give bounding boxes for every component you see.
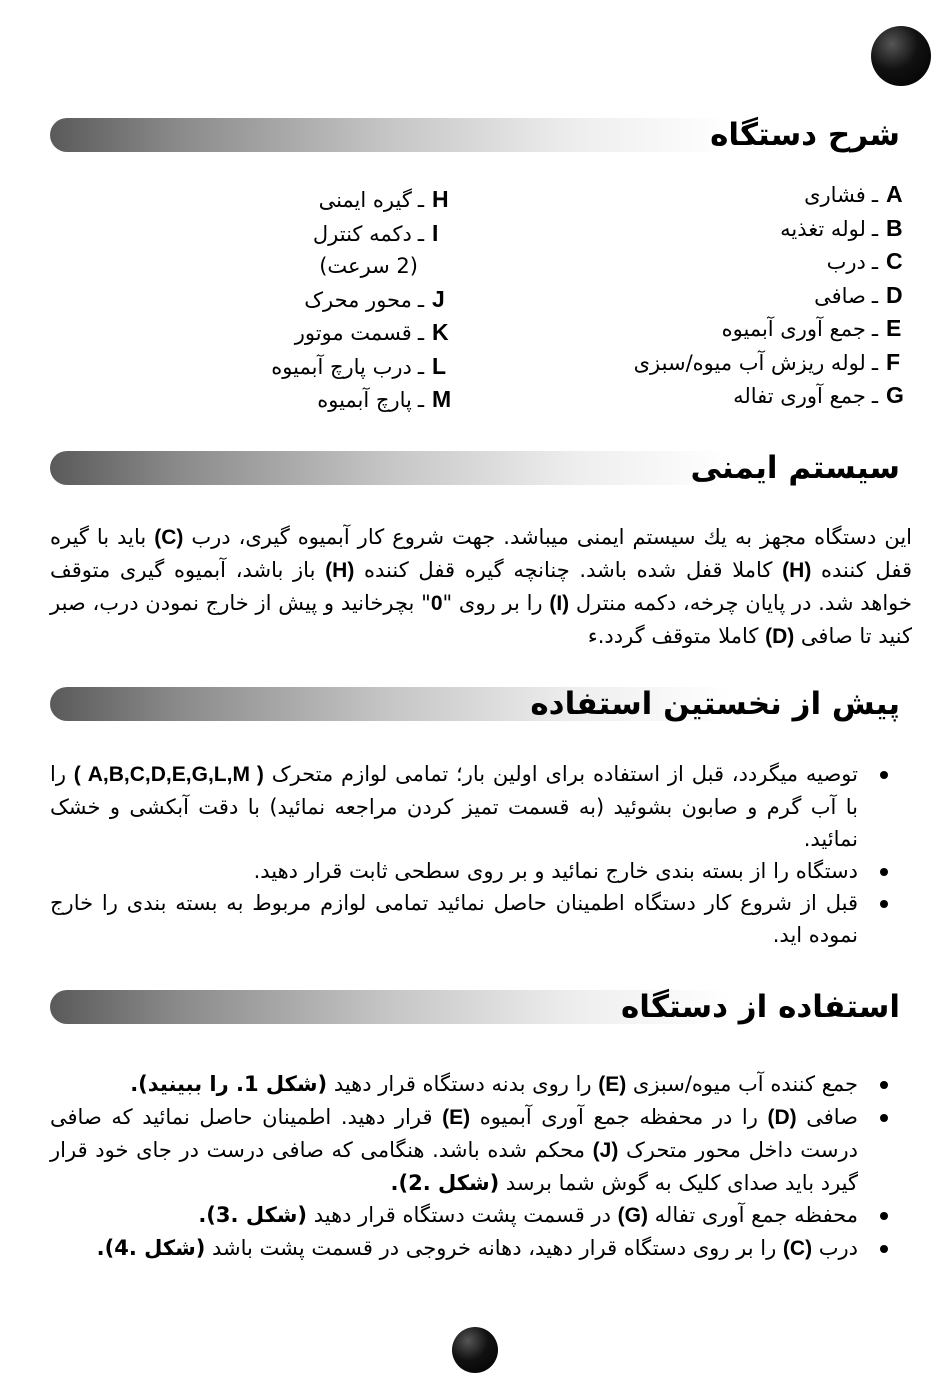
part-letter: K xyxy=(432,319,449,345)
part-label: جمع آوری آبمیوه xyxy=(721,317,866,341)
part-item-a: A ـ فشاری xyxy=(634,178,912,212)
part-letter: I xyxy=(432,219,439,246)
bullet-icon xyxy=(880,1212,888,1220)
part-letter: C xyxy=(886,248,903,274)
part-label: لوله تغذیه xyxy=(780,216,866,241)
list-item: محفظه جمع آوری تفاله (G) در قسمت پشت دستگاه قرار دهید (شکل .3). xyxy=(50,1199,892,1232)
ref-h: (H) xyxy=(782,559,812,582)
part-letter: G xyxy=(886,382,904,408)
part-letter: M xyxy=(432,386,452,412)
ref-zero: 0 xyxy=(430,592,443,615)
part-letter: A xyxy=(886,181,903,207)
part-label: گیره ایمنی xyxy=(318,188,412,212)
part-item-l: L ـ درب پارچ آبمیوه xyxy=(271,350,458,384)
bullet-icon xyxy=(880,900,888,908)
section-title-description: شرح دستگاه xyxy=(710,117,900,153)
bullet-icon xyxy=(880,1081,888,1089)
part-item-f: F ـ لوله ریزش آب میوه/سبزی xyxy=(634,346,912,380)
ref-d: (D) xyxy=(765,625,795,648)
list-item: صافی (D) را در محفظه جمع آوری آبمیوه (E) قرار دهید. اطمینان حاصل نمائید که صافی درست داخل محور متحرک (J) محکم شده باشد. هنگامی که صافی درست در جای خود قرار گیرد باید صدای کلیک به گوش شما برسد (شکل .2). xyxy=(50,1101,892,1199)
bullet-icon xyxy=(880,771,888,779)
part-label: دکمه کنترل xyxy=(312,221,412,246)
list-item: قبل از شروع کار دستگاه اطمینان حاصل نمائید تمامی لوازم مربوط به بسته بندی را خارج نموده اید. xyxy=(50,887,892,951)
before-use-list xyxy=(50,758,892,951)
section-title-safety: سیستم ایمنی xyxy=(690,450,900,486)
figure-ref: (شکل .3). xyxy=(198,1203,308,1227)
figure-ref: (شکل 1. را ببینید). xyxy=(130,1072,328,1096)
bullet-icon xyxy=(880,868,888,876)
safety-paragraph: این دستگاه مجهز به یك سیستم ایمنی میباشد. جهت شروع کار آبمیوه گیری، درب (C) باید با گیره قفل کننده (H) کاملا قفل شده باشد. چنانچه گیره قفل کننده (H) باز باشد، آبمیوه گیری متوقف خواهد شد. در پایان چرخه، دکمه منترل (I) را بر روی "0" بچرخانید و پیش از خارج نمودن درب، صبر کنید تا صافی (D) کاملا متوقف گردد.ء xyxy=(50,525,912,648)
parts-list-left xyxy=(271,183,458,417)
parts-list-right xyxy=(634,178,912,413)
part-label: درب xyxy=(826,250,866,274)
part-letter: H xyxy=(432,186,449,212)
figure-ref: (شکل .2). xyxy=(390,1171,500,1195)
list-item: درب (C) را بر روی دستگاه قرار دهید، دهانه خروجی در قسمت پشت باشد (شکل .4). xyxy=(50,1232,892,1265)
part-item-m: M ـ پارچ آبمیوه xyxy=(271,383,458,417)
figure-ref: (شکل .4). xyxy=(96,1236,206,1260)
part-letter: E xyxy=(886,315,902,341)
part-item-e: E ـ جمع آوری آبمیوه xyxy=(634,312,912,346)
list-item: جمع کننده آب میوه/سبزی (E) را روی بدنه دستگاه قرار دهید (شکل 1. را ببینید). xyxy=(50,1068,892,1101)
part-label: درب پارچ آبمیوه xyxy=(271,354,412,379)
part-label: پارچ آبمیوه xyxy=(317,388,412,412)
bullet-icon xyxy=(880,1245,888,1253)
part-item-g: G ـ جمع آوری تفاله xyxy=(634,379,912,413)
part-label: محور محرک xyxy=(304,287,412,312)
part-label: جمع آوری تفاله xyxy=(733,384,866,408)
page-corner-circle xyxy=(871,26,931,86)
page-number-circle xyxy=(452,1327,498,1373)
ref-c: (C) xyxy=(154,526,184,549)
list-item: توصیه میگردد، قبل از استفاده برای اولین بار؛ تمامی لوازم متحرک ( A,B,C,D,E,G,L,M ) را با آب گرم و صابون بشوئید (به قسمت تمیز کردن مراجعه نمائید) با دقت آبکشی و خشک نمائید. xyxy=(50,758,892,855)
parts-code: ( A,B,C,D,E,G,L,M ) xyxy=(73,763,264,786)
part-letter: F xyxy=(886,348,901,375)
section-title-using: استفاده از دستگاه xyxy=(621,989,900,1025)
ref-h: (H) xyxy=(325,559,355,582)
part-item-h: H ـ گیره ایمنی xyxy=(271,183,458,217)
part-letter: D xyxy=(886,281,903,308)
part-item-k: K ـ قسمت موتور xyxy=(271,316,458,350)
part-item-b: B ـ لوله تغذیه xyxy=(634,212,912,246)
part-item-c: C ـ درب xyxy=(634,245,912,279)
part-item-i-continued xyxy=(271,250,458,283)
part-letter: B xyxy=(886,214,903,241)
ref-i: (I) xyxy=(549,592,570,615)
bullet-icon xyxy=(880,1114,888,1122)
part-label: لوله ریزش آب میوه/سبزی xyxy=(633,350,866,375)
part-item-j: J ـ محور محرک xyxy=(271,283,458,317)
part-label: صافی xyxy=(814,283,866,308)
part-label: فشاری xyxy=(804,183,866,207)
part-label: قسمت موتور xyxy=(294,321,412,345)
using-list xyxy=(50,1068,892,1265)
part-letter: J xyxy=(432,285,445,312)
list-item: دستگاه را از بسته بندی خارج نمائید و بر روی سطحی ثابت قرار دهید. xyxy=(50,855,892,887)
part-item-d: D ـ صافی xyxy=(634,279,912,313)
part-item-i: I ـ دکمه کنترل xyxy=(271,217,458,251)
part-label-continued: (2 سرعت) xyxy=(319,254,418,278)
section-title-before-use: پیش از نخستین استفاده xyxy=(530,686,900,722)
part-letter: L xyxy=(432,352,447,379)
